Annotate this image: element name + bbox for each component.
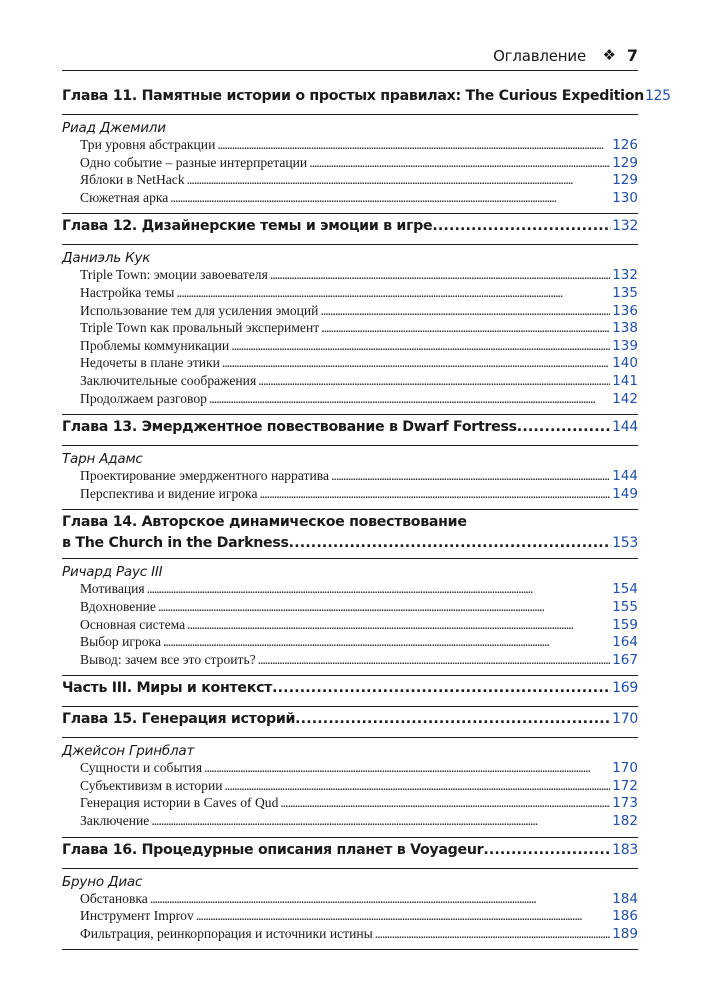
- toc-block: [62, 707, 638, 837]
- leader-dots: [147, 581, 611, 597]
- section-page-link[interactable]: 167: [612, 651, 638, 668]
- leader-dots: [331, 468, 610, 484]
- leader-dots: [517, 419, 611, 435]
- section-page-link[interactable]: 155: [612, 598, 638, 615]
- leader-dots: [432, 218, 611, 234]
- section-page-link[interactable]: 129: [612, 154, 638, 171]
- section-entry[interactable]: [80, 355, 638, 373]
- leader-dots: [309, 155, 610, 171]
- section-title: Инструмент Improv: [80, 908, 194, 924]
- section-page-link[interactable]: 141: [612, 372, 638, 389]
- section-page-link[interactable]: 139: [612, 337, 638, 354]
- section-entry[interactable]: [80, 760, 638, 778]
- section-title: Фильтрация, реинкорпорация и источники истины: [80, 925, 373, 941]
- section-title: Проблемы коммуникации: [80, 337, 230, 353]
- chapter-page-link[interactable]: 183: [612, 841, 638, 858]
- section-page-link[interactable]: 149: [612, 485, 638, 502]
- leader-dots: [270, 267, 610, 283]
- section-title: Сюжетная арка: [80, 189, 169, 205]
- section-page-link[interactable]: 130: [612, 189, 638, 206]
- section-list: [62, 581, 638, 675]
- leader-dots: [295, 711, 611, 727]
- section-page-link[interactable]: 129: [612, 172, 638, 189]
- leader-dots: [259, 486, 610, 502]
- leader-dots: [225, 778, 611, 794]
- section-page-link[interactable]: 170: [612, 760, 638, 777]
- page-number: 7: [626, 46, 638, 65]
- leader-dots: [375, 926, 610, 942]
- section-title: Мотивация: [80, 581, 145, 597]
- section-title: Субъективизм в истории: [80, 777, 223, 793]
- leader-dots: [150, 891, 610, 907]
- leader-dots: [258, 652, 611, 668]
- chapter-title: в The Church in the Darkness: [62, 535, 289, 552]
- running-title: Оглавление: [493, 47, 586, 65]
- leader-dots: [170, 190, 610, 206]
- section-title: Проектирование эмерджентного нарратива: [80, 468, 330, 484]
- section-page-link[interactable]: 182: [612, 813, 638, 830]
- leader-dots: [272, 680, 611, 696]
- chapter-page-link[interactable]: 125: [644, 88, 671, 104]
- section-title: Одно событие – разные интерпретации: [80, 154, 308, 170]
- section-title: Продолжаем разговор: [80, 390, 207, 406]
- section-entry[interactable]: [80, 617, 638, 635]
- section-entry[interactable]: [80, 338, 638, 356]
- leader-dots: [158, 599, 610, 615]
- chapter-title: Глава 13. Эмерджентное повествование в Dwarf Fortress: [62, 419, 517, 436]
- section-list: [62, 468, 638, 509]
- leader-dots: [222, 355, 610, 371]
- toc-block: [62, 676, 638, 707]
- section-list: [62, 137, 638, 213]
- section-page-link[interactable]: 173: [612, 795, 638, 812]
- chapter-page-link[interactable]: 144: [612, 419, 638, 436]
- section-page-link[interactable]: 140: [612, 355, 638, 372]
- section-list: [62, 267, 638, 414]
- section-page-link[interactable]: 144: [612, 468, 638, 485]
- chapter-heading[interactable]: [62, 214, 638, 244]
- leader-dots: [258, 373, 610, 389]
- chapter-title: Глава 15. Генерация историй: [62, 711, 296, 728]
- toc-block: [62, 84, 671, 214]
- chapter-heading[interactable]: [62, 707, 638, 737]
- leader-dots: [321, 320, 610, 336]
- leader-dots: [483, 842, 611, 858]
- section-title: Перспектива и видение игрока: [80, 485, 258, 501]
- section-entry[interactable]: [80, 926, 638, 944]
- section-title: Настройка темы: [80, 284, 175, 300]
- section-entry[interactable]: [80, 267, 638, 285]
- leader-dots: [231, 338, 610, 354]
- section-title: Triple Town: эмоции завоевателя: [80, 267, 268, 283]
- section-entry[interactable]: [80, 468, 638, 486]
- chapter-page-link[interactable]: 153: [612, 535, 638, 552]
- chapter-heading[interactable]: [62, 510, 638, 558]
- section-title: Заключение: [80, 813, 150, 829]
- chapter-author: Тарн Адамс: [62, 451, 143, 468]
- section-entry[interactable]: [80, 652, 638, 670]
- section-title: Обстановка: [80, 890, 148, 906]
- leader-dots: [217, 137, 610, 153]
- section-title: Выбор игрока: [80, 634, 161, 650]
- section-title: Три уровня абстракции: [80, 137, 216, 152]
- section-title: Заключительные соображения: [80, 372, 257, 388]
- section-page-link[interactable]: 172: [612, 777, 638, 794]
- section-title: Яблоки в NetHack: [80, 172, 185, 188]
- chapter-heading[interactable]: [62, 84, 671, 114]
- section-entry[interactable]: [80, 285, 638, 303]
- toc-block: [62, 214, 638, 415]
- chapter-author: Бруно Диас: [62, 873, 143, 890]
- toc-block: [62, 415, 638, 510]
- section-page-link[interactable]: 136: [612, 302, 638, 319]
- section-entry[interactable]: [80, 155, 638, 173]
- section-list: [62, 760, 638, 836]
- ornament-icon: ❖: [602, 46, 616, 64]
- section-entry[interactable]: [80, 373, 638, 391]
- chapter-title: Глава 11. Памятные истории о простых правилах: The Curious Expedition: [62, 88, 644, 104]
- section-entry[interactable]: [80, 486, 638, 504]
- chapter-heading[interactable]: [62, 676, 638, 706]
- toc-block: [62, 838, 638, 951]
- section-title: Вывод: зачем все это строить?: [80, 651, 256, 667]
- section-entry[interactable]: [80, 599, 638, 617]
- section-entry[interactable]: [80, 634, 638, 652]
- leader-dots: [176, 285, 610, 301]
- leader-dots: [163, 634, 610, 650]
- chapter-heading[interactable]: [62, 415, 638, 445]
- chapter-title: Глава 12. Дизайнерские темы и эмоции в игре: [62, 218, 433, 235]
- section-entry[interactable]: [80, 320, 638, 338]
- section-title: Сущности и события: [80, 760, 203, 776]
- chapter-author: Ричард Раус III: [62, 564, 163, 581]
- section-page-link[interactable]: 135: [612, 284, 638, 301]
- section-title: Вдохновение: [80, 598, 156, 614]
- section-page-link[interactable]: 186: [612, 908, 638, 925]
- leader-dots: [320, 303, 610, 319]
- section-page-link[interactable]: 132: [612, 267, 638, 284]
- section-entry[interactable]: [80, 303, 638, 321]
- section-title: Генерация истории в Caves of Qud: [80, 795, 279, 811]
- leader-dots: [187, 617, 610, 633]
- section-entry[interactable]: [80, 891, 638, 909]
- chapter-title: Часть III. Миры и контекст: [62, 680, 273, 697]
- leader-dots: [280, 795, 610, 811]
- section-entry[interactable]: [80, 778, 638, 796]
- section-entry[interactable]: [80, 795, 638, 813]
- section-entry[interactable]: [80, 137, 638, 155]
- section-page-link[interactable]: 189: [612, 925, 638, 942]
- leader-dots: [289, 535, 612, 551]
- section-page-link[interactable]: 154: [612, 581, 638, 598]
- chapter-heading[interactable]: [62, 838, 638, 868]
- section-title: Основная система: [80, 616, 186, 632]
- section-list: [62, 891, 638, 950]
- chapter-page-link[interactable]: 132: [612, 218, 638, 235]
- chapter-author: Джейсон Гринблат: [62, 743, 195, 760]
- chapter-title-line1: Глава 14. Авторское динамическое повествование: [62, 514, 467, 531]
- leader-dots: [151, 813, 610, 829]
- section-entry[interactable]: [80, 391, 638, 409]
- section-title: Triple Town как провальный эксперимент: [80, 320, 320, 336]
- leader-dots: [196, 908, 610, 924]
- divider: [62, 949, 638, 950]
- leader-dots: [187, 172, 611, 188]
- chapter-page-link[interactable]: 170: [612, 711, 638, 728]
- section-page-link[interactable]: 142: [612, 390, 638, 407]
- section-entry[interactable]: [80, 172, 638, 190]
- section-page-link[interactable]: 184: [612, 890, 638, 907]
- leader-dots: [209, 391, 610, 407]
- leader-dots: [204, 760, 610, 776]
- toc-block: [62, 510, 638, 676]
- section-page-link[interactable]: 138: [612, 320, 638, 337]
- section-entry[interactable]: [80, 581, 638, 599]
- section-page-link[interactable]: 164: [612, 634, 638, 651]
- chapter-title: Глава 16. Процедурные описания планет в Voyageur: [62, 841, 484, 858]
- section-entry[interactable]: [80, 813, 638, 831]
- section-entry[interactable]: [80, 190, 638, 208]
- chapter-page-link[interactable]: 169: [612, 680, 638, 697]
- section-title: Недочеты в плане этики: [80, 355, 220, 371]
- section-title: Использование тем для усиления эмоций: [80, 302, 319, 318]
- page-header: [62, 44, 638, 71]
- table-of-contents: [62, 84, 671, 950]
- chapter-author: Даниэль Кук: [62, 250, 151, 267]
- section-page-link[interactable]: 126: [612, 137, 638, 153]
- chapter-author: Риад Джемили: [62, 120, 166, 136]
- section-page-link[interactable]: 159: [612, 616, 638, 633]
- section-entry[interactable]: [80, 908, 638, 926]
